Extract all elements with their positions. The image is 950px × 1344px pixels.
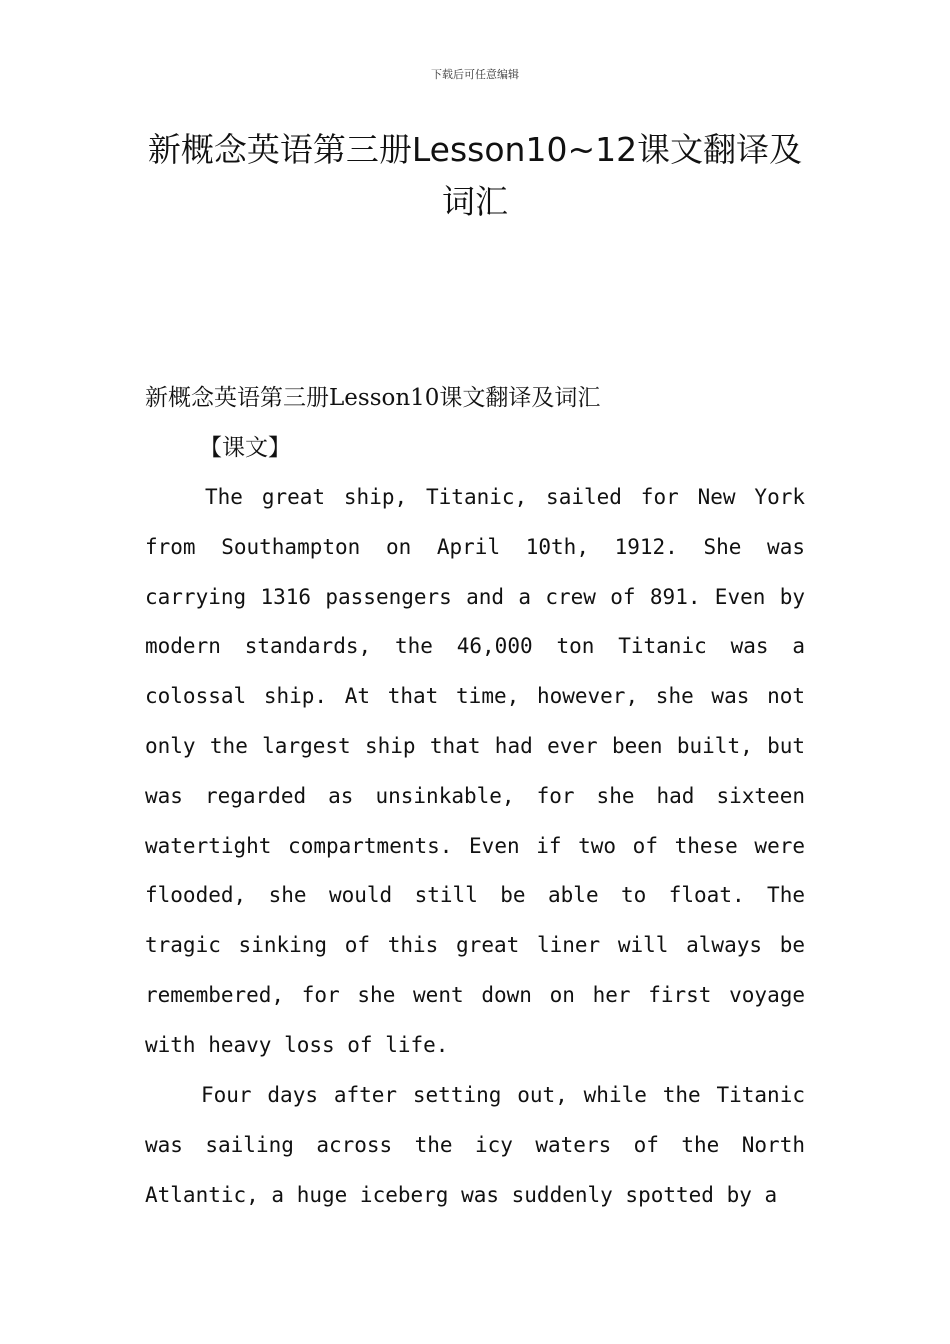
- page-header-note: 下载后可任意编辑: [431, 68, 519, 81]
- paragraph-2: Four days after setting out, while the Titanic was sailing across the icy waters of the North Atlantic, a huge iceberg was suddenly spotted by a: [145, 1083, 805, 1207]
- text-label: 【课文】: [199, 435, 291, 461]
- paragraph-1: The great ship, Titanic, sailed for New York from Southampton on April 10th, 1912. She was carrying 1316 passengers and a crew of 891. Even by modern standards, the 46,000 ton Titanic was a colossal ship. At that time, however, she was not only the largest ship that had ever been built, but was regarded as unsinkable, for she had sixteen watertight compartments. Even if two of these were flooded, she would still be able to float. The tragic sinking of this great liner will always be remembered, for she went down on her first voyage with heavy loss of life.: [145, 485, 805, 1057]
- section-heading: 新概念英语第三册Lesson10课文翻译及词汇: [145, 385, 601, 411]
- document-title: 新概念英语第三册Lesson10~12课文翻译及词汇: [147, 130, 803, 221]
